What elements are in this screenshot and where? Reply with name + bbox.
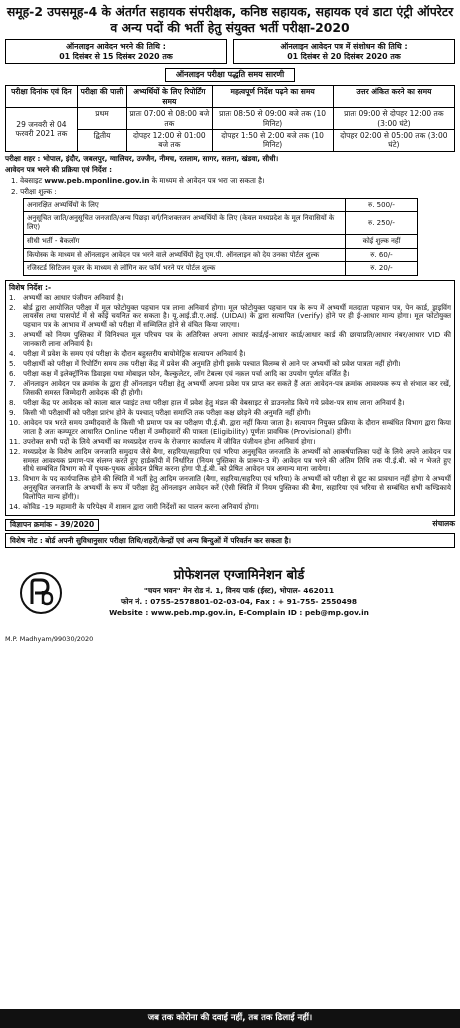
reporting-time-cell: प्रातः 07:00 से 08:00 बजे तक <box>127 108 212 130</box>
answer-time-cell: दोपहर 02:00 से 05:00 तक (3:00 घंटे) <box>333 129 454 151</box>
application-dates-label: ऑनलाइन आवेदन भरने की तिथि : <box>66 42 166 51</box>
instruction-item <box>9 304 451 331</box>
instruction-item <box>9 419 451 437</box>
instruction-text: परीक्षा कक्ष में इलेक्ट्रॉनिक डिवाइस यथा मोबाइल फोन, कैल्कुलेटर, लॉग टेबल्स एवं नक़ल पर्चा आदि का उपयोग पूर्णतः वर्जित है। <box>23 369 350 379</box>
fee-amount: रु. 250/- <box>346 212 418 235</box>
instruction-item <box>9 448 451 475</box>
instruction-item <box>9 399 451 408</box>
board-address: "चयन भवन" मेन रोड नं. 1, विनय पार्क (ईस्ट), भोपाल- 462011 <box>143 585 335 595</box>
instruction-number: 6. <box>9 369 16 379</box>
exam-cities-label: परीक्षा शहर : <box>5 153 41 163</box>
exam-mode-heading: ऑनलाइन परीक्षा पद्धति समय सारणी <box>165 68 295 82</box>
special-instructions <box>5 280 455 516</box>
fee-label: रजिस्टर्ड सिटिजन यूजर के माध्यम से लॉगिन कर फॉर्म भरने पर पोर्टल शुल्क <box>24 262 346 276</box>
reporting-time-cell: दोपहर 12:00 से 01:00 बजे तक <box>127 129 212 151</box>
fee-amount: रु. 60/- <box>346 248 418 262</box>
instruction-item <box>9 380 451 398</box>
schedule-header: अभ्यर्थियों के लिए रिपोर्टिंग समय <box>127 86 212 108</box>
instruction-text: उपरोक्त सभी पदों के लिये अभ्यर्थी का मध्यप्रदेश राज्य के रोजगार कार्यालय में जीवित पंजीयन होना अनिवार्य होगा। <box>23 436 316 446</box>
instruction-time-cell: प्रातः 08:50 से 09:00 बजे तक (10 मिनिट) <box>212 108 333 130</box>
advertisement-info <box>5 519 455 530</box>
instruction-text: विभाग के पद कार्यपालिक होने की स्थिति में भर्ती हेतु आदिम जनजाति (बैगा, सहरिया/सहरिया एवं भरिया) के अभ्यर्थी को परीक्षा से छूट का प्रावधान नहीं होगा ये अभ्यर्थी अनुसूचित जनजाति के अभ्यर्थी के रूप में परीक्षा हेतु ऑनलाइन आवेदन करें (ऐसी स्थिति में नियम पुस्तिका की बैगा, सहारिया एवं भरिया से सम्बंधित सभी कण्डिकाये विलोपित मान्य होंगी)। <box>23 474 451 502</box>
fee-row <box>24 198 418 212</box>
schedule-header: महत्वपूर्ण निर्देश पढ़ने का समय <box>212 86 333 108</box>
schedule-header: परीक्षा दिनांक एवं दिन <box>6 86 78 108</box>
fee-amount: रु. 20/- <box>346 262 418 276</box>
instruction-item <box>9 409 451 418</box>
instruction-item <box>9 438 451 447</box>
instruction-text: आवेदन पत्र भरते समय उम्मीदवारों के किसी भी प्रमाण पत्र का परीक्षण पी.ई.बी. द्वारा नहीं किया जाता है। सत्यापन नियुक्त प्रक्रिया के दौरान सम्बंधित विभाग द्वारा किया जाता है अतः कम्प्यूटर आधारित Online परीक्षा में उम्मीदवारों की पात्रता (Eligibility) पूर्णतः प्रावधिक (Provisional) होगी। <box>23 417 451 436</box>
shift-cell: प्रथम <box>77 108 126 130</box>
fee-row <box>24 262 418 276</box>
page-title: समूह-2 उपसमूह-4 के अंतर्गत सहायक संपरीक्षक, कनिष्ठ सहायक, सहायक एवं डाटा एंट्री ऑपरेटर व अन्य पदों की भर्ती हेतु संयुक्त भर्ती परीक्षा-2020 <box>6 4 454 35</box>
fee-table <box>23 198 418 277</box>
release-number: M.P. Madhyam/99030/2020 <box>5 634 94 643</box>
schedule-row <box>6 108 455 130</box>
instruction-number: 13. <box>9 474 21 484</box>
instruction-item <box>9 294 451 303</box>
board-name: प्रोफेशनल एग्जामिनेशन बोर्ड <box>173 567 305 583</box>
correction-dates-label: ऑनलाइन आवेदन पत्र में संशोधन की तिथि : <box>280 42 408 51</box>
fee-row <box>24 248 418 262</box>
instruction-text: ऑनलाइन आवेदन पत्र क्रमांक के द्वारा ही ऑनलाइन परीक्षा हेतु अभ्यर्थी अपना प्रवेश पत्र प्राप्त कर सकते हैं अतः आवेदन-पत्र क्रमांक आवश्यक रूप से संभाल कर रखें, जिसकी समस्त जिम्मेदारी आवेदक की ही होगी। <box>23 379 451 397</box>
instruction-item <box>9 475 451 502</box>
instruction-item <box>9 360 451 369</box>
instruction-text: परीक्षार्थी को परीक्षा में रिपोर्टिंग समय तक परीक्षा केंद्र में प्रवेश की अनुमति होगी इसके पश्चात विलम्ब से आने पर अभ्यर्थी को प्रवेश पात्रता नहीं होगी। <box>23 359 401 369</box>
instruction-number: 9. <box>9 407 16 417</box>
instruction-text: परीक्षा केंद्र पर आवेदक को काला बाल प्वाइंट तथा परीक्षा हाल में प्रवेश हेतु मंडल की वेबसाइट से डाउनलोड किये गये प्रवेश-पत्र साथ लाना अनिवार्य है। <box>23 397 405 407</box>
instruction-text: अभ्यर्थी को नियम पुस्तिका में विनिश्चत मूल परिचय पत्र के अतिरिक्त अपना आधार कार्ड/ई-आधार कार्ड/आधार कार्ड की छायाप्रति/आधार नंबर/आधार VID की जानकारी लाना अनिवार्य है। <box>23 330 451 349</box>
shift-cell: द्वितीय <box>77 129 126 151</box>
exam-mode-wrapper <box>5 68 455 82</box>
correction-dates-value: 01 दिसंबर से 20 दिसंबर 2020 तक <box>287 51 401 61</box>
instruction-number: 2. <box>9 302 16 312</box>
instruction-number: 4. <box>9 349 16 359</box>
instruction-text: परीक्षा में प्रवेश के समय एवं परीक्षा के दौरान बहुस्तरीय बायोमेट्रिक सत्यापन अनिवार्य है। <box>23 349 246 359</box>
answer-time-cell: प्रातः 09:00 से दोपहर 12:00 तक (3:00 घंटे) <box>333 108 454 130</box>
fee-row <box>24 212 418 235</box>
process-step-1-suffix: के माध्यम से आवेदन पत्र भरा जा सकता है। <box>149 175 265 185</box>
fee-label: सीधी भर्ती - बैकलॉग <box>24 234 346 248</box>
instruction-item <box>9 331 451 349</box>
fee-label: अनारक्षित अभ्यर्थियों के लिए <box>24 198 346 212</box>
covid-slogan-banner: जब तक कोरोना की दवाई नहीं, तब तक ढिलाई नहीं। <box>0 1009 460 1028</box>
schedule-header: परीक्षा की पाली <box>77 86 126 108</box>
instruction-text: बोर्ड द्वारा आयोजित परीक्षा में मूल फोटोयुक्त पहचान पत्र लाना अनिवार्य होगा। मूल फोटोयुक्त पहचान पत्र के रूप में अभ्यर्थी मतदाता पहचान पत्र, पेन कार्ड, ड्राइविंग लायसेंस तथा पासपोर्ट में से कोई चयनित कर सकता है। यू.आई.डी.ए.आई. (UIDAI) के द्वारा सत्यापित (verify) होने पर ही ई-आधार मान्य होगा। मूल फोटोयुक्त पहचान पत्र के आभाव में अभ्यर्थी को परीक्षा में सम्मिलित होने से वंचित किया जाएगा। <box>23 302 451 330</box>
application-dates-value: 01 दिसंबर से 15 दिसंबर 2020 तक <box>59 51 173 61</box>
instruction-item <box>9 350 451 359</box>
instruction-number: 14. <box>9 502 21 512</box>
fee-amount: कोई शुल्क नहीं <box>346 234 418 248</box>
signatory: संचालक <box>432 519 455 529</box>
instruction-text: मध्यप्रदेश के विशेष आदिम जनजाति समुदाय जैसे बैगा, सहरिया/सहारिया एवं भरिया अनुसूचित जनजाति के अभ्यर्थी को आकर्षपालिका पदों के लिये अपने आवेदन पत्र समस्त आवश्यक प्रमाण-पत्र संलग्न करते हुए हार्डकॉपी में निर्धारित (नियम पुस्तिका के प्रारूप-3 में) आवेदन पत्र भरने की अंतिम तिथि तक पी.ई.बी. को न भेजते हुए सीधे सम्बंधित विभाग को में पृथक-पृथक आवेदन प्रेषित करना होगा पी.ई.बी. को प्रेषित आवेदन पत्र अमान्य माना जायेगा। <box>23 446 451 474</box>
fee-amount: रु. 500/- <box>346 198 418 212</box>
special-note: विशेष नोट : बोर्ड अपनी सुविधानुसार परीक्षा तिथि/शहरों/केन्द्रों एवं अन्य बिन्दुओं में परिवर्तन कर सकता है। <box>5 533 455 548</box>
peb-logo-icon <box>19 571 63 615</box>
instruction-text: अभ्यर्थी का आधार पंजीयन अनिवार्य है। <box>23 292 124 302</box>
instruction-item <box>9 503 451 512</box>
instruction-number: 12. <box>9 446 21 456</box>
exam-cities-list: भोपाल, इंदौर, जबलपुर, ग्वालियर, उज्जैन, नीमच, रतलाम, सागर, सतना, खंडवा, सीधी। <box>42 153 279 163</box>
advertisement-number: विज्ञापन क्रमांक - 39/2020 <box>5 519 99 530</box>
process-step-2: 2. परीक्षा शुल्क : <box>11 186 57 196</box>
process-step-1-prefix: 1. वेबसाइट <box>11 175 45 185</box>
board-details <box>63 568 455 618</box>
correction-dates-box <box>233 39 455 64</box>
instruction-number: 10. <box>9 417 21 427</box>
fee-row <box>24 234 418 248</box>
exam-cities <box>5 154 455 163</box>
instruction-number: 7. <box>9 379 16 389</box>
schedule-table <box>5 85 455 151</box>
schedule-header: उत्तर अंकित करने का समय <box>333 86 454 108</box>
instruction-number: 1. <box>9 292 16 302</box>
application-dates-box <box>5 39 227 64</box>
schedule-header-row <box>6 86 455 108</box>
instruction-number: 3. <box>9 330 16 340</box>
instruction-time-cell: दोपहर 1:50 से 2:00 बजे तक (10 मिनिट) <box>212 129 333 151</box>
board-phone: फोन नं. : 0755-2578801-02-03-04, Fax : + 91-755- 2550498 <box>120 597 358 607</box>
fee-label: अनुसूचित जाति/अनुसूचित जनजाति/अन्य पिछड़ा वर्ग/निःशक्तजन अभ्यर्थियों के लिए (केवल मध्यप्रदेश के मूल निवासियों के लिए) <box>24 212 346 235</box>
key-dates <box>5 39 455 64</box>
instruction-number: 5. <box>9 359 16 369</box>
process-step-1 <box>5 176 455 185</box>
instruction-item <box>9 370 451 379</box>
exam-date-cell: 29 जनवरी से 04 फरवरी 2021 तक <box>6 108 78 152</box>
application-website-link[interactable]: www.peb.mponline.gov.in <box>44 175 150 185</box>
instruction-text: किसी भी परीक्षार्थी को परीक्षा प्रारंभ होने के पश्चात् परीक्षा समाप्ति तक परीक्षा कक्ष छोड़ने की अनुमति नहीं होगी। <box>23 407 311 417</box>
instructions-heading: विशेष निर्देश :- <box>9 283 52 293</box>
board-website[interactable]: Website : www.peb.mp.gov.in, E-Complain ID : peb@mp.gov.in <box>109 608 369 618</box>
board-footer <box>5 552 455 634</box>
instruction-number: 11. <box>9 436 21 446</box>
fee-label: कियोस्क के माध्यम से ऑनलाइन आवेदन पत्र भरने वाले अभ्यर्थियों हेतु एम.पी. ऑनलाइन को देय उनका पोर्टल शुल्क <box>24 248 346 262</box>
instruction-text: कोविड -19 महामारी के परिपेक्ष्य में शासन द्वारा जारी निर्देशों का पालन करना अनिवार्य होगा। <box>23 502 259 512</box>
instruction-number: 8. <box>9 397 16 407</box>
process-heading: आवेदन पत्र भरने की प्रक्रिया एवं निर्देश : <box>5 164 112 174</box>
